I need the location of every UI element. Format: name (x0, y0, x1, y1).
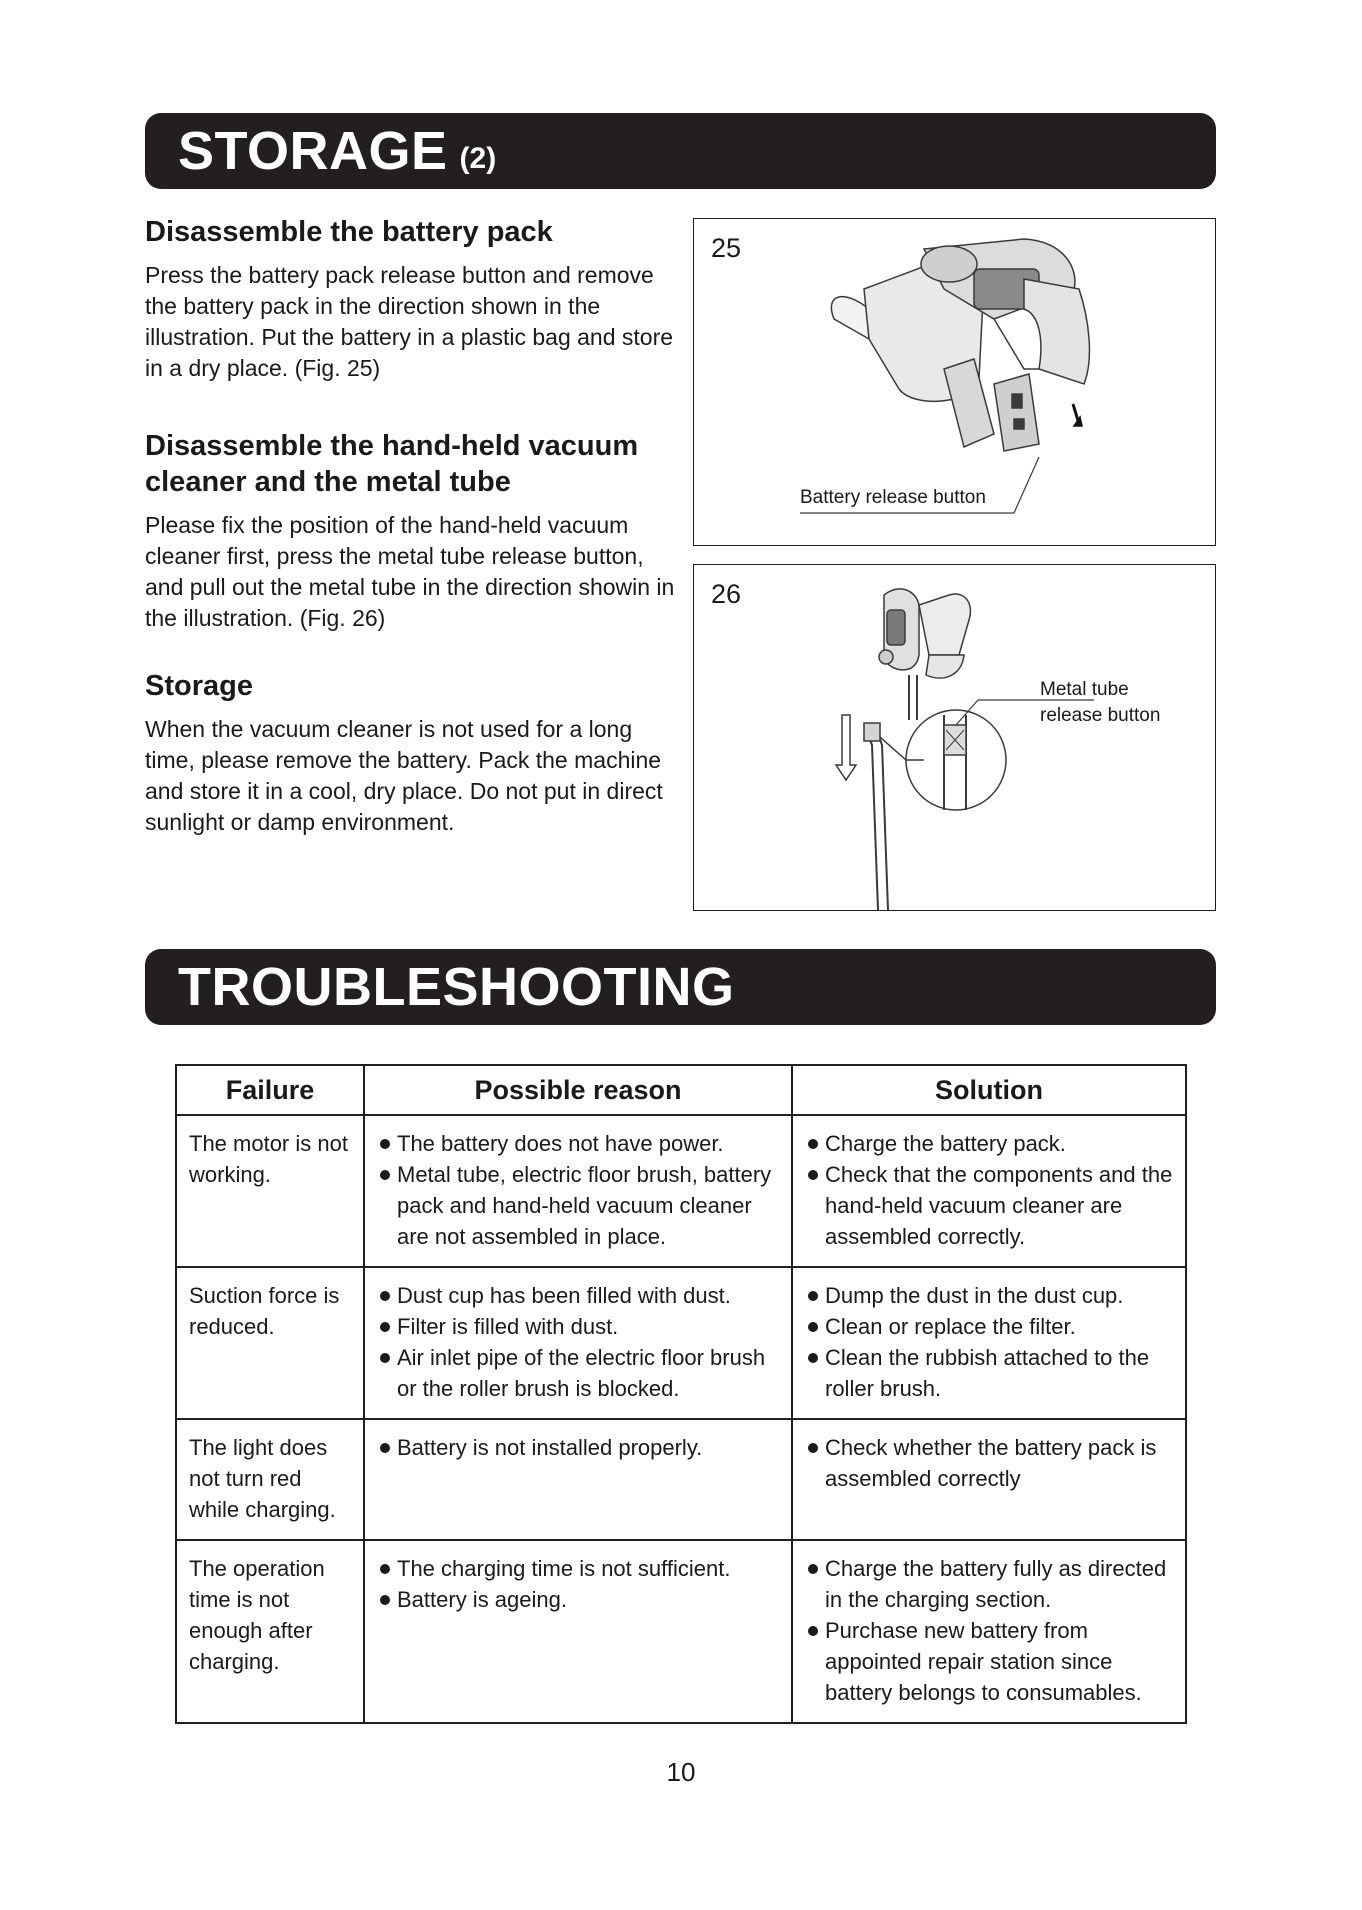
troubleshooting-title: TROUBLESHOOTING (178, 957, 735, 1017)
solution-item: Dump the dust in the dust cup. (805, 1280, 1177, 1311)
section-disassemble-battery (145, 214, 675, 384)
failure-cell: The operation time is not enough after charging. (176, 1540, 364, 1723)
solution-item: Purchase new battery from appointed repair station since battery belongs to consumables. (805, 1615, 1177, 1708)
reason-item: Metal tube, electric floor brush, battery pack and hand-held vacuum cleaner are not assembled in place. (377, 1159, 783, 1252)
page-number: 10 (666, 1757, 696, 1787)
callout-line: Metal tube (1040, 679, 1129, 700)
figure-26 (693, 564, 1216, 911)
failure-cell: Suction force is reduced. (176, 1267, 364, 1419)
solution-cell (792, 1540, 1186, 1723)
solution-item: Check that the components and the hand-held vacuum cleaner are assembled correctly. (805, 1159, 1177, 1252)
reason-cell (364, 1419, 792, 1540)
figure-number: 26 (711, 579, 742, 609)
reason-cell (364, 1540, 792, 1723)
reason-item: Battery is ageing. (377, 1584, 783, 1615)
header-possible-reason: Possible reason (364, 1065, 792, 1115)
reason-cell (364, 1267, 792, 1419)
section-heading: Disassemble the hand-held vacuum cleaner and the metal tube (145, 430, 639, 498)
storage-title: STORAGE (178, 121, 448, 181)
reason-item: Air inlet pipe of the electric floor brush or the roller brush is blocked. (377, 1342, 783, 1404)
reason-item: The battery does not have power. (377, 1128, 783, 1159)
solution-item: Charge the battery fully as directed in the charging section. (805, 1553, 1177, 1615)
table-row (176, 1115, 1186, 1267)
header-solution: Solution (792, 1065, 1186, 1115)
reason-item: Battery is not installed properly. (377, 1432, 783, 1463)
section-body: Please fix the position of the hand-held vacuum cleaner first, press the metal tube release button, and pull out the metal tube in the direction showin in the illustration. (Fig. 26) (145, 512, 675, 631)
section-storage (145, 668, 675, 838)
solution-cell (792, 1115, 1186, 1267)
battery-release-button-label: Battery release button (800, 487, 986, 508)
reason-item: The charging time is not sufficient. (377, 1553, 783, 1584)
table-row (176, 1419, 1186, 1540)
header-failure: Failure (176, 1065, 364, 1115)
section-heading: Storage (145, 670, 253, 702)
section-body: When the vacuum cleaner is not used for a long time, please remove the battery. Pack the machine and store it in a cool, dry place. Do not put in direct sunlight or damp environment. (145, 716, 663, 835)
solution-item: Clean or replace the filter. (805, 1311, 1177, 1342)
section-heading: Disassemble the battery pack (145, 216, 553, 248)
reason-cell (364, 1115, 792, 1267)
failure-cell: The motor is not working. (176, 1115, 364, 1267)
solution-item: Charge the battery pack. (805, 1128, 1177, 1159)
section-disassemble-tube (145, 428, 675, 634)
table-row (176, 1540, 1186, 1723)
reason-item: Filter is filled with dust. (377, 1311, 783, 1342)
figure-25 (693, 218, 1216, 546)
section-body: Press the battery pack release button and remove the battery pack in the direction shown in the illustration. Put the battery in a plastic bag and store in a dry place. (Fig. 25) (145, 262, 674, 381)
solution-cell (792, 1419, 1186, 1540)
metal-tube-release-illustration (694, 565, 1216, 911)
solution-item: Clean the rubbish attached to the roller brush. (805, 1342, 1177, 1404)
table-row (176, 1267, 1186, 1419)
reason-item: Dust cup has been filled with dust. (377, 1280, 783, 1311)
table-header-row (176, 1065, 1186, 1115)
metal-tube-release-button-label (1040, 677, 1160, 729)
troubleshooting-table (175, 1064, 1187, 1724)
troubleshooting-banner (145, 949, 1216, 1025)
solution-item: Check whether the battery pack is assembled correctly (805, 1432, 1177, 1494)
storage-banner (145, 113, 1216, 189)
callout-line: release button (1040, 705, 1161, 726)
storage-title-suffix: (2) (459, 142, 497, 175)
figure-number: 25 (711, 233, 742, 263)
failure-cell: The light does not turn red while charging. (176, 1419, 364, 1540)
solution-cell (792, 1267, 1186, 1419)
